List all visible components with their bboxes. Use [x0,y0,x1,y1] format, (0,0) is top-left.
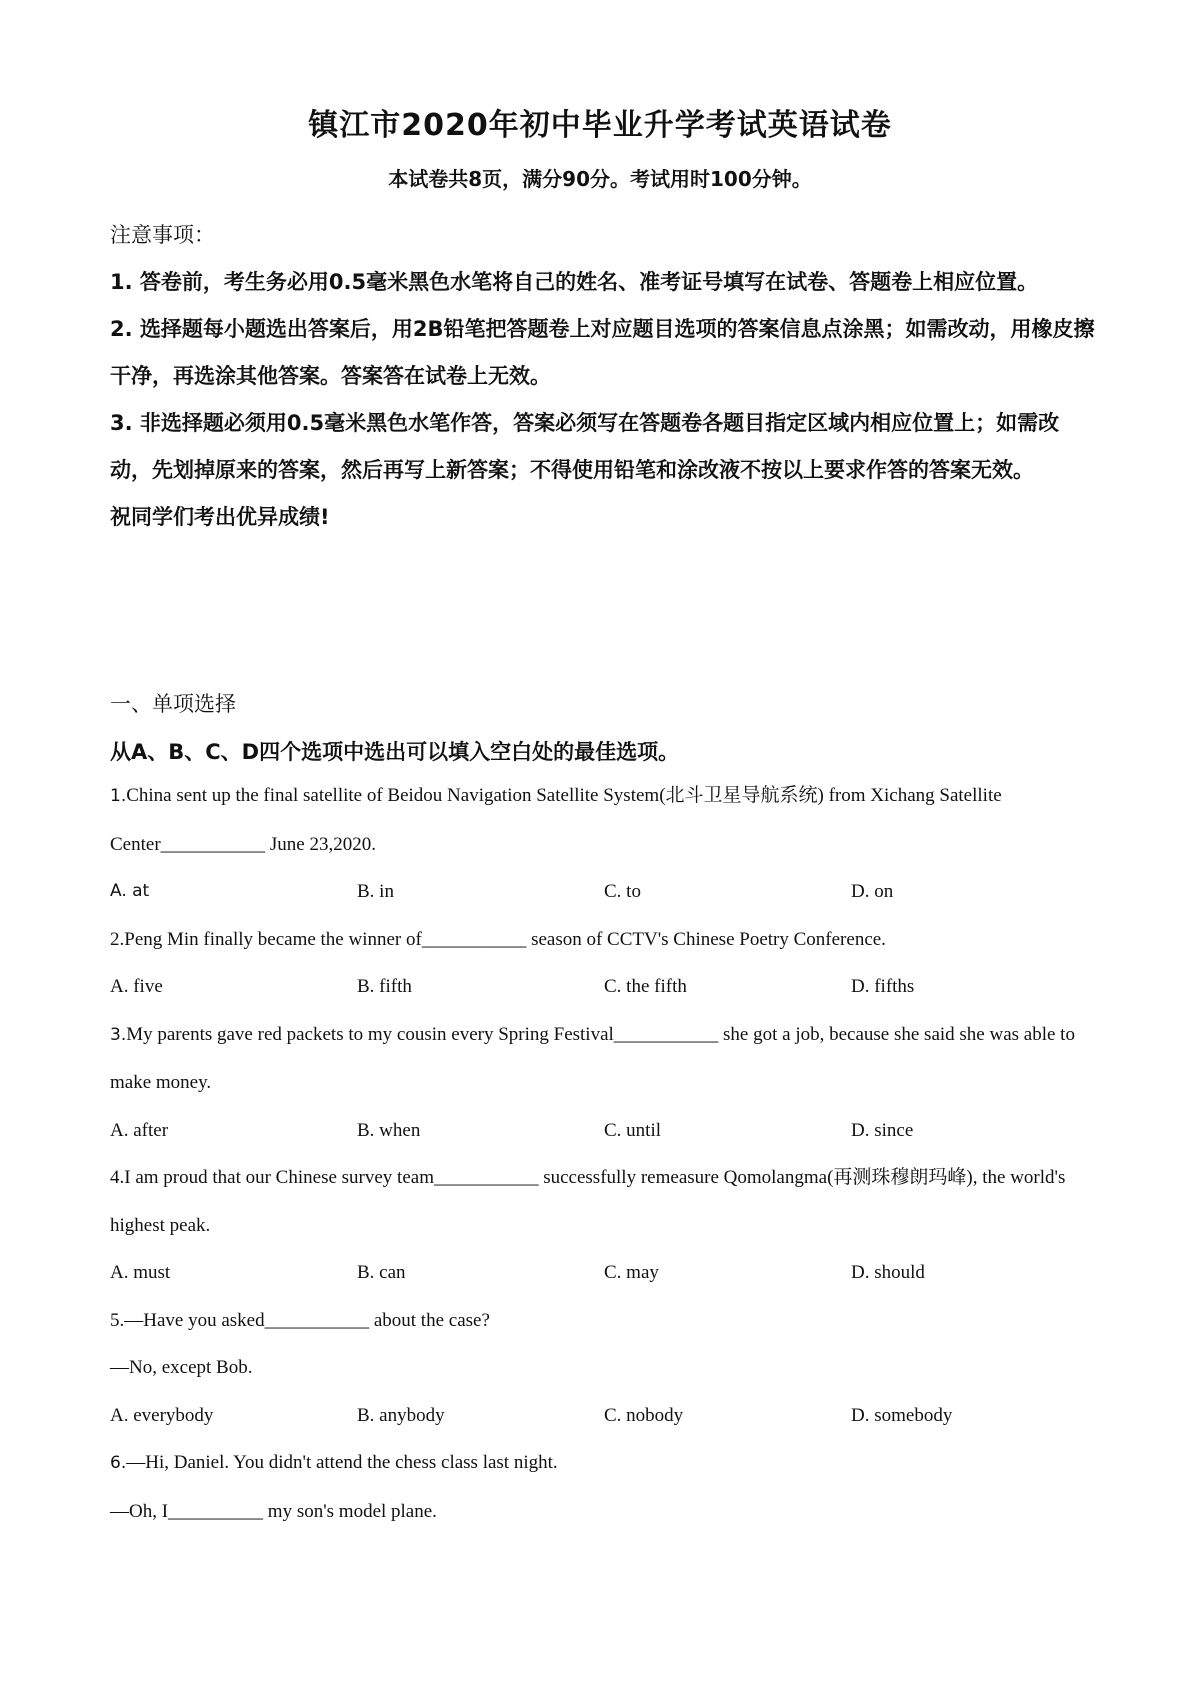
option-c: C. the fifth [604,976,687,997]
question-text: Peng Min finally became the winner of___________ season of CCTV's Chinese Poetry Conference. [124,928,886,950]
option-d: D. since [851,1119,914,1141]
option-d: D. should [851,1262,925,1283]
option-d: D. fifths [851,976,915,997]
option-b: B. anybody [357,1404,445,1426]
note-item-3: 3. 非选择题必须用0.5毫米黑色水笔作答，答案必须写在答题卷各题目指定区域内相应位置上；如需改动，先划掉原来的答案，然后再写上新答案；不得使用铅笔和涂改液不按以上要求作答的答案无效。 [110,411,1060,482]
question-5-options [110,1392,1100,1440]
question-5 [110,1297,1100,1345]
question-number: 1. [110,786,127,806]
option-c: C. may [604,1262,659,1283]
option-a: A. everybody [110,1404,214,1426]
question-text: —Have you asked___________ about the case? [124,1309,490,1331]
question-6 [110,1439,1100,1488]
option-b: B. can [357,1262,406,1283]
option-a: A. after [110,1119,169,1141]
question-number: 2. [110,928,125,950]
notes-heading: 注意事项： [110,223,215,247]
option-b: B. when [357,1119,421,1141]
question-4-options [110,1249,1100,1297]
notes-block [110,212,1100,541]
question-3 [110,1011,1100,1107]
question-6-reply: —Oh, I__________ my son's model plane. [110,1500,437,1522]
exam-title: 镇江市2020年初中毕业升学考试英语试卷 [308,108,892,143]
question-text: China sent up the final satellite of Beidou Navigation Satellite System(北斗卫星导航系统) from Xichang Satellite Center___________ June 23,2020. [110,785,1002,855]
option-d: D. on [851,881,894,902]
question-text: —Hi, Daniel. You didn't attend the chess class last night. [126,1452,558,1473]
question-2 [110,916,1100,964]
question-2-options [110,963,1100,1011]
option-a: A. at [110,881,150,901]
question-4 [110,1154,1100,1249]
option-c: C. to [604,881,641,902]
note-item-2: 2. 选择题每小题选出答案后，用2B铅笔把答题卷上对应题目选项的答案信息点涂黑；如需改动，用橡皮擦干净，再选涂其他答案。答案答在试卷上无效。 [110,317,1095,388]
question-number: 6. [110,1453,127,1473]
question-number: 5. [110,1309,125,1331]
question-list [110,772,1100,1535]
question-1 [110,772,1100,868]
question-1-options [110,868,1100,916]
option-c: C. until [604,1119,662,1141]
section-title: 一、单项选择 [110,692,236,716]
section-instruction: 从A、B、C、D四个选项中选出可以填入空白处的最佳选项。 [110,740,680,764]
option-b: B. fifth [357,976,412,997]
note-item-1: 1. 答卷前，考生务必用0.5毫米黑色水笔将自己的姓名、准考证号填写在试卷、答题卷上相应位置。 [110,270,1039,294]
option-d: D. somebody [851,1404,953,1426]
exam-subtitle: 本试卷共8页，满分90分。考试用时100分钟。 [388,167,812,191]
question-text: My parents gave red packets to my cousin every Spring Festival___________ she got a job, because she said she was able to make money. [110,1023,1075,1093]
question-5-reply: —No, except Bob. [110,1357,253,1378]
option-a: A. must [110,1262,171,1283]
question-number: 4. [110,1167,125,1188]
option-c: C. nobody [604,1404,684,1426]
option-a: A. five [110,976,163,997]
question-3-options [110,1107,1100,1155]
question-number: 3. [110,1024,127,1045]
question-text: I am proud that our Chinese survey team___________ successfully remeasure Qomolangma(再测珠穆朗玛峰), the world's highest peak. [110,1167,1066,1236]
option-b: B. in [357,881,394,902]
notes-wish: 祝同学们考出优异成绩! [110,505,330,529]
